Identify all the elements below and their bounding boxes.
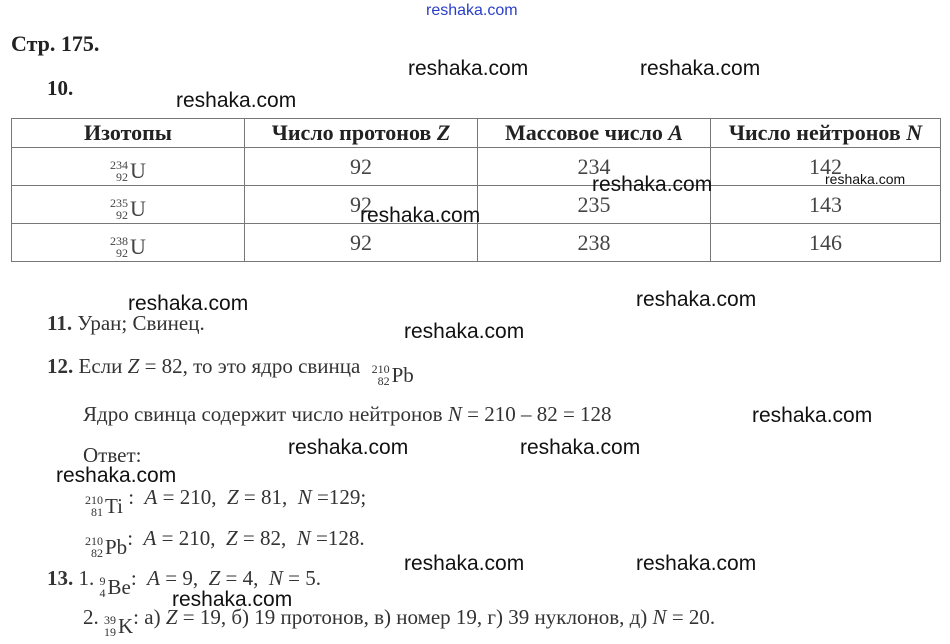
- watermark: reshaka.com: [176, 89, 297, 112]
- col-header-mass: Массовое число A: [478, 119, 711, 148]
- mass-cell: 235: [478, 186, 711, 224]
- col-header-neutrons: Число нейтронов N: [711, 119, 941, 148]
- isotope-cell: 238 92 U: [12, 224, 245, 262]
- watermark: reshaka.com: [404, 552, 525, 575]
- task-12-line1: 12. Если Z = 82, то это ядро свинца 210 82 Pb: [47, 354, 414, 388]
- neutrons-cell: 146: [711, 224, 941, 262]
- answer-line-1: 210 81 Ti : A = 210, Z = 81, N =129;: [85, 485, 367, 519]
- isotope-cell: 234 92 U: [12, 148, 245, 186]
- protons-cell: 92: [245, 224, 478, 262]
- watermark: reshaka.com: [426, 2, 518, 19]
- col-header-protons: Число протонов Z: [245, 119, 478, 148]
- isotope-cell: 235 92 U: [12, 186, 245, 224]
- col-header-isotopes: Изотопы: [12, 119, 245, 148]
- neutrons-cell: 142: [711, 148, 941, 186]
- answer-line-2: 210 82 Pb : A = 210, Z = 82, N =128.: [85, 526, 365, 560]
- watermark: reshaka.com: [592, 173, 713, 196]
- mass-cell: 234: [478, 148, 711, 186]
- watermark: reshaka.com: [520, 436, 641, 459]
- watermark: reshaka.com: [752, 404, 873, 427]
- table-header-row: [12, 119, 941, 148]
- page-label: Стр. 175.: [11, 31, 100, 56]
- task-13-item1: 13. 1. 9 4 Be : A = 9, Z = 4, N = 5.: [47, 566, 321, 600]
- protons-cell: 92: [245, 186, 478, 224]
- watermark: reshaka.com: [825, 171, 906, 187]
- table-row: [12, 148, 941, 186]
- watermark: reshaka.com: [56, 464, 177, 487]
- answer-label: Ответ:: [83, 443, 142, 467]
- watermark: reshaka.com: [128, 292, 249, 315]
- table-row: [12, 224, 941, 262]
- task-12-line2: Ядро свинца содержит число нейтронов N = 210 – 82 = 128: [83, 402, 612, 426]
- watermark: reshaka.com: [288, 436, 409, 459]
- watermark: reshaka.com: [636, 552, 757, 575]
- watermark: reshaka.com: [404, 320, 525, 343]
- watermark: reshaka.com: [408, 57, 529, 80]
- watermark: reshaka.com: [172, 588, 293, 611]
- isotope-table: [11, 118, 941, 262]
- mass-cell: 238: [478, 224, 711, 262]
- watermark: reshaka.com: [636, 288, 757, 311]
- neutrons-cell: 143: [711, 186, 941, 224]
- watermark: reshaka.com: [360, 204, 481, 227]
- watermark: reshaka.com: [640, 57, 761, 80]
- task-10-number: 10.: [47, 76, 74, 100]
- task-13-item2: 2. 39 19 K : а) Z = 19, б) 19 протонов, в) номер 19, г) 39 нуклонов, д) N = 20.: [83, 605, 716, 639]
- protons-cell: 92: [245, 148, 478, 186]
- task-11: 11. Уран; Свинец.: [47, 311, 205, 335]
